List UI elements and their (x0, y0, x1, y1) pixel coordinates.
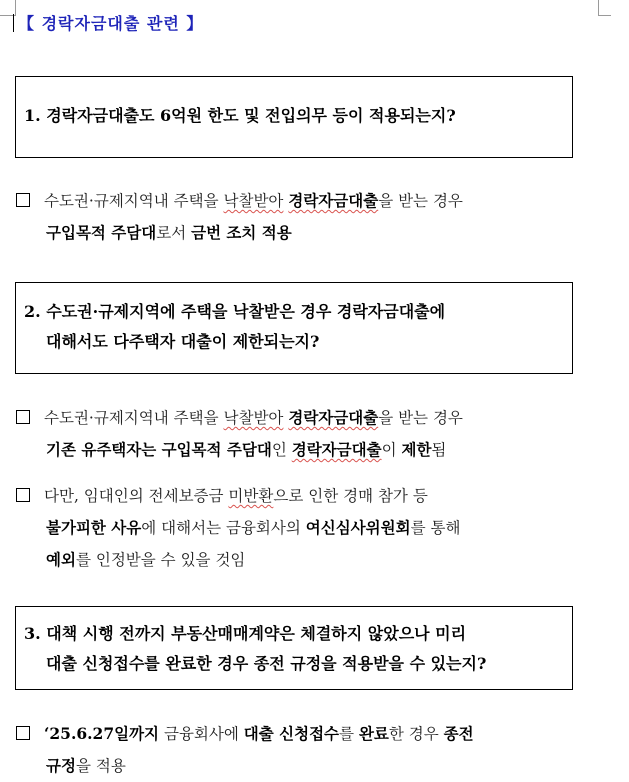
answer-2-keyword: 제한 (401, 440, 432, 459)
answer-2-text: 인 (271, 441, 292, 459)
answer-3-keyword: 예외 (46, 550, 76, 569)
question-2-line-1: 2. 수도권·규제지역에 주택을 낙찰받은 경우 경락자금대출에 (24, 302, 446, 321)
answer-1-text: 로서 (156, 224, 192, 242)
answer-4-text: 한 경우 (388, 725, 444, 743)
question-3-line-2: 대출 신청접수를 완료한 경우 종전 규정을 적용받을 수 있는지? (46, 654, 487, 673)
checkbox-icon (16, 488, 30, 502)
answer-2-keyword: 경락자금대출 (291, 440, 382, 459)
answer-1-keyword: 경락자금대출 (288, 191, 379, 210)
answer-2-text: 이 (381, 441, 402, 459)
answer-4-keyword: ‘25.6.27일까지 (44, 724, 160, 743)
answer-2-text: 낙찰받아 (223, 409, 284, 427)
text-cursor (13, 14, 14, 32)
answer-3-text: 다만, 임대인의 전세보증금 (44, 487, 229, 505)
question-2-line-2: 대해서도 다주택자 대출이 제한되는지? (46, 332, 320, 351)
checkbox-icon (16, 726, 30, 740)
answer-4-text: 금융회사에 (159, 725, 244, 743)
answer-item-3 (16, 481, 586, 576)
answer-1-keyword: 구입목적 주담대 (46, 223, 157, 242)
answer-2-text: 됨 (431, 441, 447, 459)
answer-4-text: 을 적용 (75, 757, 126, 775)
checkbox-icon (16, 410, 30, 424)
answer-3-text: 를 인정받을 수 있을 것임 (75, 551, 246, 569)
question-box-2 (15, 282, 573, 374)
answer-1-text: 수도권·규제지역내 주택을 (44, 192, 224, 210)
answer-1-text: 을 받는 경우 (378, 192, 463, 210)
answer-3-text: 으로 인한 경매 참가 등 (273, 487, 428, 505)
answer-3-text: 를 통해 (410, 519, 461, 537)
answer-3-keyword: 불가피한 사유 (46, 518, 142, 537)
answer-1-text: 낙찰받아 (223, 192, 284, 210)
page-corner-mark-right (598, 0, 611, 16)
section-heading: 【 경락자금대출 관련 】 (18, 14, 204, 33)
question-3-line-1: 3. 대책 시행 전까지 부동산매매계약은 체결하지 않았으나 미리 (24, 624, 467, 643)
answer-2-keyword: 경락자금대출 (288, 408, 379, 427)
answer-2-text: 을 받는 경우 (378, 409, 463, 427)
question-box-1 (15, 76, 573, 158)
answer-4-keyword: 대출 신청접수 (243, 724, 340, 743)
answer-2-text: 수도권·규제지역내 주택을 (44, 409, 224, 427)
answer-item-2 (16, 402, 586, 466)
answer-4-text: 를 (339, 725, 359, 743)
answer-3-text: 에 대해서는 금융회사의 (141, 519, 306, 537)
answer-4-keyword: 완료 (358, 724, 389, 743)
answer-item-4 (16, 718, 586, 782)
question-box-3 (15, 606, 573, 690)
answer-3-keyword: 여신심사위원회 (305, 518, 411, 537)
checkbox-icon (16, 193, 30, 207)
question-1-text: 1. 경락자금대출도 6억원 한도 및 전입의무 등이 적용되는지? (24, 106, 456, 125)
answer-2-keyword: 기존 유주택자는 구입목적 주담대 (46, 440, 272, 459)
answer-4-keyword: 규정 (46, 756, 76, 775)
answer-4-keyword: 종전 (443, 724, 474, 743)
answer-1-keyword: 금번 조치 적용 (191, 223, 292, 242)
answer-3-text: 미반환 (228, 487, 274, 505)
answer-item-1 (16, 185, 586, 249)
